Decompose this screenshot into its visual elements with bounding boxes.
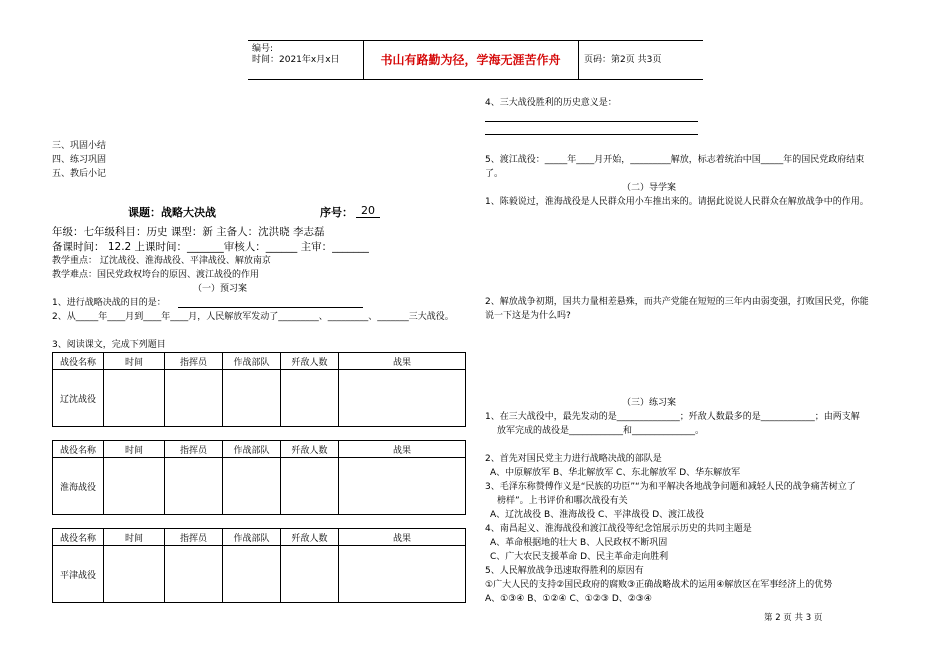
- table-cell: [339, 458, 466, 515]
- table-cell: [165, 458, 223, 515]
- question: 2、从_____年____月到____年____月，人民解放军发动了_________、_________、_______三大战役。: [52, 312, 454, 322]
- table-header: 时间: [104, 529, 165, 546]
- table-cell: [165, 546, 223, 603]
- table-header: 战役名称: [53, 529, 104, 546]
- review-item: 三、巩固小结: [52, 141, 107, 151]
- serial-value: 20: [356, 204, 380, 218]
- answer-blank: [485, 121, 698, 122]
- table-header: 作战部队: [223, 353, 281, 370]
- table-header: 战果: [339, 529, 466, 546]
- battle-name: 辽沈战役: [53, 370, 104, 427]
- question: 5、渡江战役：_____年____月开始，_________解放，标志着统治中国_____年的国民党政府结束: [485, 155, 865, 165]
- header-divider: [363, 41, 364, 79]
- table-cell: [223, 458, 281, 515]
- table-header: 指挥员: [165, 353, 223, 370]
- table-header: 时间: [104, 353, 165, 370]
- page-footer: 第 2 页 共 3 页: [764, 613, 823, 623]
- review-item: 四、练习巩固: [52, 155, 107, 165]
- table-cell: [104, 458, 165, 515]
- table-header: 歼敌人数: [281, 353, 339, 370]
- options: A、革命根据地的壮大 B、人民政权不断巩固: [490, 538, 668, 548]
- time-line: 备课时间： 12.2 上课时间：_______审核人：______ 主审：_______: [52, 241, 369, 253]
- review-item: 五、教后小记: [52, 169, 107, 179]
- battle-name: 淮海战役: [53, 458, 104, 515]
- table-cell: [281, 458, 339, 515]
- key-points: 教学重点： 辽沈战役、淮海战役、平津战役、解放南京: [52, 256, 271, 266]
- info-line: 年级：七年级科目：历史 课型：新 主备人：沈洪晓 李志磊: [52, 226, 325, 238]
- answer-blank: [485, 134, 698, 135]
- page-header: [248, 40, 703, 80]
- question: 榜样”。上书评价和哪次战役有关: [497, 496, 628, 506]
- table-header: 时间: [104, 441, 165, 458]
- section-title: （二）导学案: [622, 183, 677, 193]
- table-cell: [339, 546, 466, 603]
- lesson-title: 课题：战略大决战: [128, 206, 216, 219]
- header-divider: [578, 41, 579, 79]
- question: 5、人民解放战争迅速取得胜利的原因有: [485, 566, 644, 576]
- table-header: 歼敌人数: [281, 441, 339, 458]
- table-cell: [104, 546, 165, 603]
- time-label: 时间：2021年x月x日: [252, 55, 340, 65]
- question: 了。: [485, 169, 504, 179]
- difficulty: 教学难点：国民党政权垮台的原因、渡江战役的作用: [52, 270, 260, 280]
- question: ①广大人民的支持②国民政府的腐败③正确战略战术的运用④解放区在军事经济上的优势: [485, 580, 833, 590]
- battle-name: 平津战役: [53, 546, 104, 603]
- table-header: 歼敌人数: [281, 529, 339, 546]
- table-header: 战役名称: [53, 353, 104, 370]
- table-cell: [281, 546, 339, 603]
- code-label: 编号:: [252, 44, 274, 54]
- page-label: 页码：第2页 共3页: [584, 55, 662, 65]
- question: 4、三大战役胜利的历史意义是：: [485, 98, 617, 108]
- table-header: 战果: [339, 441, 466, 458]
- table-header: 战役名称: [53, 441, 104, 458]
- question: 2、首先对国民党主力进行战略决战的部队是: [485, 454, 662, 464]
- section-title: （一）预习案: [193, 284, 248, 294]
- table-header: 作战部队: [223, 529, 281, 546]
- question: 3、毛泽东称赞傅作义是“民族的功臣”“为和平解决各地战争问题和减轻人民的战争痛苦树立了: [485, 482, 856, 492]
- options: A、辽沈战役 B、淮海战役 C、平津战役 D、渡江战役: [490, 510, 705, 520]
- question: 1、陈毅说过，淮海战役是人民群众用小车推出来的。请据此说说人民群众在解放战争中的作用。: [485, 197, 869, 207]
- table-cell: [165, 370, 223, 427]
- battle-table: [52, 440, 466, 515]
- table-header: 指挥员: [165, 441, 223, 458]
- options: C、广大农民支援革命 D、民主革命走向胜利: [490, 552, 669, 562]
- question: 放军完成的战役是____________和______________。: [497, 426, 705, 436]
- table-cell: [339, 370, 466, 427]
- battle-table: [52, 528, 466, 603]
- table-header: 作战部队: [223, 441, 281, 458]
- options: A、①③④ B、①②④ C、①②③ D、②③④: [485, 594, 652, 604]
- table-cell: [104, 370, 165, 427]
- answer-blank: [178, 307, 363, 308]
- question: 3、阅读课文，完成下列题目: [52, 340, 166, 350]
- question: 说一下这是为什么吗?: [485, 311, 571, 321]
- question: 4、南昌起义、淮海战役和渡江战役等纪念馆展示历史的共同主题是: [485, 524, 752, 534]
- question: 1、进行战略决战的目的是：: [52, 298, 166, 308]
- serial-label: 序号：: [320, 206, 353, 219]
- options: A、中原解放军 B、华北解放军 C、东北解放军 D、华东解放军: [490, 468, 741, 478]
- table-cell: [281, 370, 339, 427]
- question: 2、解放战争初期，国共力量相差悬殊，而共产党能在短短的三年内由弱变强，打败国民党，你能: [485, 297, 869, 307]
- section-title: （三）练习案: [622, 398, 677, 408]
- table-header: 战果: [339, 353, 466, 370]
- motto: 书山有路勤为径，学海无涯苦作舟: [380, 53, 561, 67]
- table-cell: [223, 546, 281, 603]
- table-cell: [223, 370, 281, 427]
- question: 1、在三大战役中，最先发动的是______________；歼敌人数最多的是____________；由两支解: [485, 412, 860, 422]
- battle-table: [52, 352, 466, 427]
- table-header: 指挥员: [165, 529, 223, 546]
